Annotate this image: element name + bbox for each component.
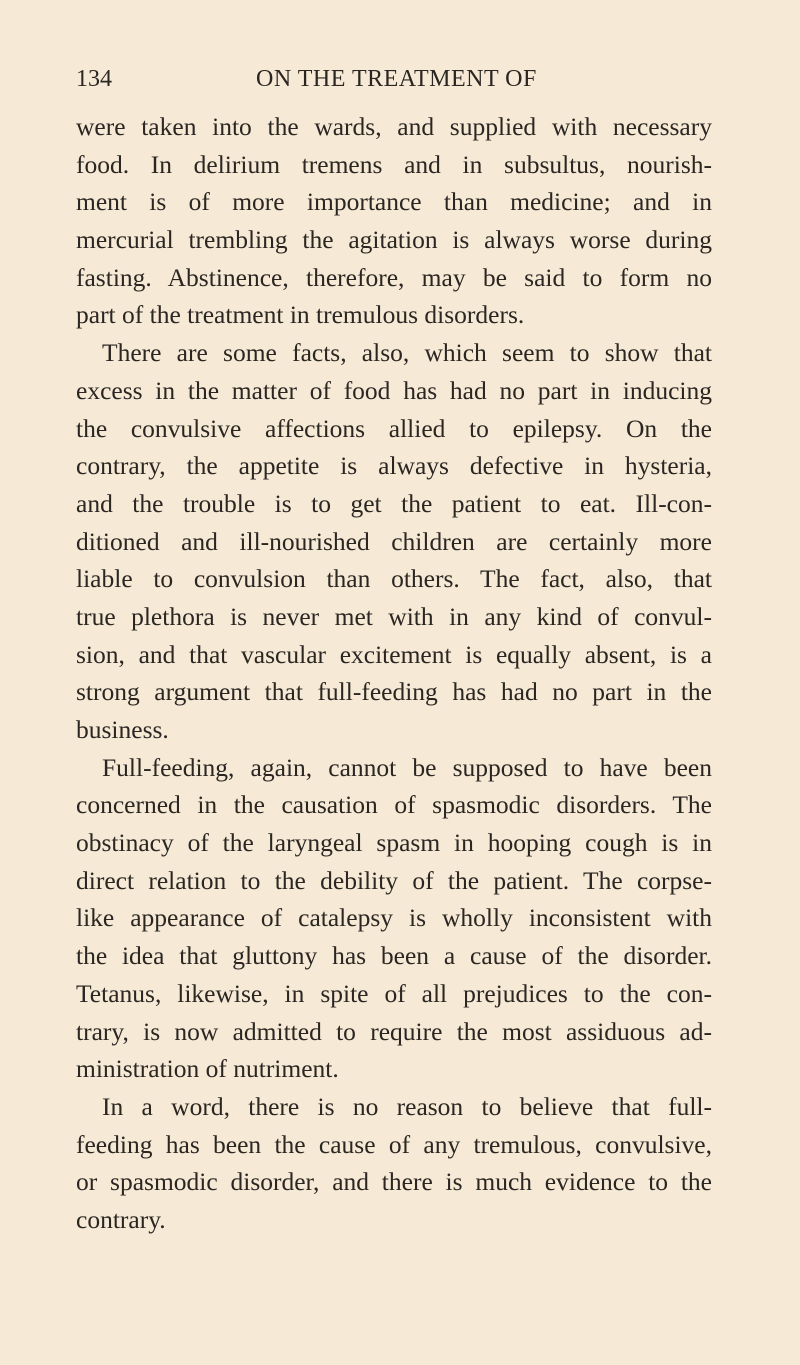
text-line: trary, is now admitted to require the most assiduous ad-	[76, 1016, 712, 1046]
text-line: like appearance of catalepsy is wholly inconsistent with	[76, 903, 712, 933]
text-line: ment is of more importance than medicine; and in	[76, 187, 712, 217]
text-line: concerned in the causation of spasmodic disorders. The	[76, 790, 712, 820]
text-line: the idea that gluttony has been a cause of the disorder.	[76, 941, 712, 971]
text-line: business.	[76, 715, 169, 744]
text-line: ditioned and ill-nourished children are certainly more	[76, 526, 712, 556]
paragraph	[76, 108, 712, 334]
text-line: Full-feeding, again, cannot be supposed to have been	[102, 752, 712, 782]
paragraph	[76, 1088, 712, 1239]
text-line: true plethora is never met with in any kind of convul-	[76, 601, 712, 631]
text-line: ministration of nutriment.	[76, 1054, 339, 1084]
text-line: sion, and that vascular excitement is equally absent, is a	[76, 639, 712, 669]
text-line: feeding has been the cause of any tremulous, convulsive,	[76, 1129, 712, 1159]
body-text	[76, 108, 712, 1239]
text-line: or spasmodic disorder, and there is much evidence to the	[76, 1167, 712, 1197]
text-line: obstinacy of the laryngeal spasm in hooping cough is in	[76, 828, 712, 858]
text-line: and the trouble is to get the patient to eat. Ill-con-	[76, 488, 712, 518]
text-line: There are some facts, also, which seem to show that	[102, 338, 712, 368]
paragraph	[76, 749, 712, 1088]
text-line: were taken into the wards, and supplied with necessary	[76, 112, 712, 141]
running-header	[76, 66, 711, 96]
text-line: fasting. Abstinence, therefore, may be said to form no	[76, 262, 712, 292]
text-line: Tetanus, likewise, in spite of all prejudices to the con-	[76, 978, 712, 1008]
text-line: direct relation to the debility of the patient. The corpse-	[76, 865, 712, 895]
text-line: contrary, the appetite is always defective in hysteria,	[76, 451, 712, 481]
text-line: In a word, there is no reason to believe that full-	[102, 1091, 712, 1121]
text-line: contrary.	[76, 1204, 166, 1234]
text-line: mercurial trembling the agitation is always worse during	[76, 225, 712, 255]
text-line: excess in the matter of food has had no part in inducing	[76, 375, 712, 405]
text-line: part of the treatment in tremulous disorders.	[76, 300, 525, 330]
text-line: food. In delirium tremens and in subsultus, nourish-	[76, 149, 712, 179]
text-line: the convulsive affections allied to epilepsy. On the	[76, 413, 712, 443]
text-line: liable to convulsion than others. The fact, also, that	[76, 564, 712, 594]
running-title: ON THE TREATMENT OF	[256, 66, 537, 92]
text-line: strong argument that full-feeding has had no part in the	[76, 677, 712, 707]
paragraph	[76, 334, 712, 749]
page-number: 134	[76, 66, 112, 92]
